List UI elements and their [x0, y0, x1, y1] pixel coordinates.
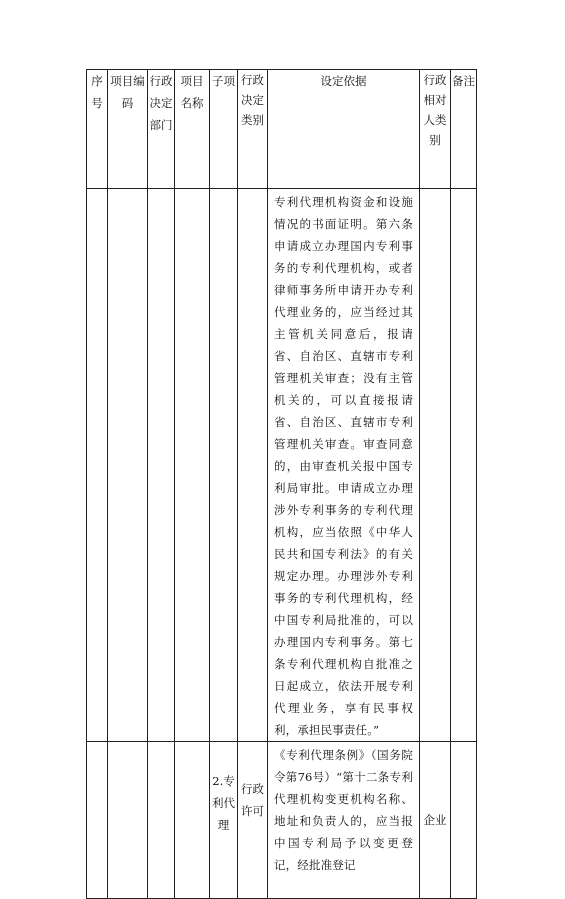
- table-row: [87, 189, 477, 742]
- cell-dept: [148, 742, 175, 899]
- header-item-code: 项目编码: [108, 70, 148, 189]
- cell-remarks: [451, 189, 477, 742]
- cell-dept: [148, 189, 175, 742]
- cell-decision-type: 行政许可: [238, 742, 268, 899]
- cell-sub-item: [210, 189, 238, 742]
- cell-counterpart-type: 企业: [420, 742, 451, 899]
- header-dept: 行政决定部门: [148, 70, 175, 189]
- header-basis: 设定依据: [268, 70, 420, 189]
- admin-approval-table: [86, 69, 477, 899]
- cell-item-name: [175, 189, 210, 742]
- cell-item-code: [108, 189, 148, 742]
- header-counterpart-type: 行政相对人类别: [420, 70, 451, 189]
- cell-sub-item: 2.专利代理: [210, 742, 238, 899]
- cell-basis: 专利代理机构资金和设施情况的书面证明。第六条申请成立办理国内专利事务的专利代理机构，或者律师事务所申请开办专利代理业务的，应当经过其主管机关同意后，报请省、自治区、直辖市专利管理机关审查；没有主管机关的，可以直接报请省、自治区、直辖市专利管理机关审查。审查同意的，由审查机关报中国专利局审批。申请成立办理涉外专利事务的专利代理机构，应当依照《中华人民共和国专利法》的有关规定办理。办理涉外专利事务的专利代理机构，经中国专利局批准的，可以办理国内专利事务。第七条专利代理机构自批准之日起成立，依法开展专利代理业务，享有民事权利，承担民事责任。”: [268, 189, 420, 742]
- cell-remarks: [451, 742, 477, 899]
- cell-item-code: [108, 742, 148, 899]
- header-item-name: 项目名称: [175, 70, 210, 189]
- header-seq: 序号: [87, 70, 108, 189]
- table-header-row: [87, 70, 477, 189]
- header-decision-type: 行政决定类别: [238, 70, 268, 189]
- header-remarks: 备注: [451, 70, 477, 189]
- cell-seq: [87, 742, 108, 899]
- header-sub-item: 子项: [210, 70, 238, 189]
- cell-seq: [87, 189, 108, 742]
- table-row: [87, 742, 477, 899]
- cell-basis: 《专利代理条例》（国务院令第76号）“第十二条专利代理机构变更机构名称、地址和负责人的，应当报中国专利局予以变更登记，经批准登记: [268, 742, 420, 899]
- cell-decision-type: [238, 189, 268, 742]
- cell-item-name: [175, 742, 210, 899]
- cell-counterpart-type: [420, 189, 451, 742]
